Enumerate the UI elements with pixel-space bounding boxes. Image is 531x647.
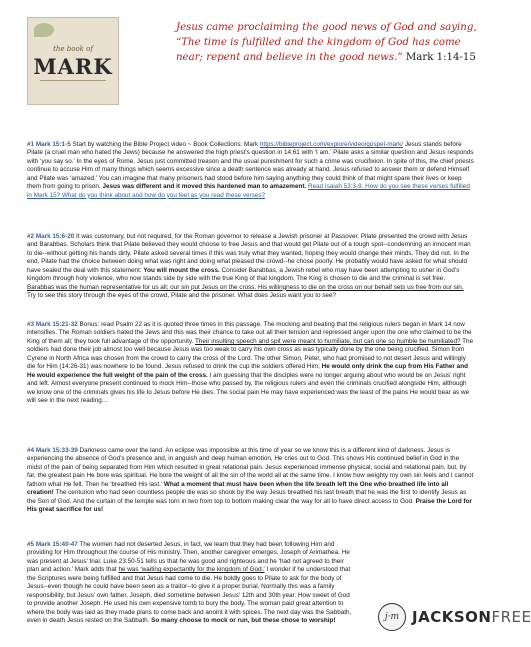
section-emphasis: What a moment that must have been when the life breath left the One who breathed life into all creation! bbox=[27, 480, 449, 497]
section-heading: #1 Mark 15:1-5 bbox=[27, 141, 71, 148]
reading-section-5 bbox=[27, 541, 354, 626]
reading-section-4 bbox=[27, 447, 474, 515]
brand-name-bold: JACKSON bbox=[412, 608, 492, 626]
section-text: The women had not deserted Jesus, in fact, we learn that they had been following Him and providing for Him throughout the course of His ministry. Then, another caregiver emerges, Joseph of Arimathea. He was present at Jesus’ trial. Luke 23:50-51 tells us that he was good and righteous and he ‘had not agreed to their plan and action.’ Mark adds that bbox=[27, 541, 350, 574]
section-text: Try to see this story through the eyes of the crowd, Pilate and the prisoner. What does Jesus want you to see? bbox=[27, 292, 337, 300]
section-heading: #3 Mark 15:21-32 bbox=[27, 321, 78, 328]
section-text: I wonder if he understood that the Scriptures were being fulfilled and that Jesus had come to die. He boldly goes to Pilate to ask for the body of Jesus--even though he could have been seen as a traitor--to give it a proper burial. Normally this was a family responsibility, but Jesus’ own father, Joseph, died sometime between Jesus’ 12th and 30th year. How sweet of God to provide another Joseph. He used his own expensive tomb to bury the body. The woman paid great attention to where the body was laid as they made plans to come back and anoint it with spices. The next day was the Sabbath, even in death Jesus rested on the Sabbath. bbox=[27, 566, 352, 625]
section-emphasis: He would only drink the cup from His Father and He would experience the full weight of the pain of the cross. bbox=[27, 363, 468, 379]
header-quote bbox=[176, 20, 486, 66]
reading-section-1 bbox=[27, 141, 474, 200]
book-of-mark-logo bbox=[27, 17, 119, 105]
section-emphasis: You will mount the cross. bbox=[143, 266, 220, 274]
brand-name-light: FREE bbox=[491, 608, 531, 626]
section-question: Read Isaiah 53:3-9. How do you see these verses fulfilled in Mark 15? What do you think about and how do you feel as you read these verses? bbox=[27, 183, 470, 199]
section-underline: Their insulting speech and spit were meant to humiliate, but can one so humble be humiliated? bbox=[194, 337, 461, 345]
section-text: I am guessing that the disciples were no longer arguing about who would be on Jesus’ right and left. Almost everyone present continued to mock Him--those who passed by, the religious rulers and even the criminals crucified alongside Him, although we know one of the criminals gives his life to Jesus before He dies. The social pain He may have experienced was the least of the pains He would bear as we will see in the next reading… bbox=[27, 371, 470, 405]
jackson-free-brand bbox=[378, 603, 531, 631]
bible-project-link[interactable]: https://bibleproject.com/explore/video/gospel-mark/ bbox=[259, 141, 404, 148]
section-emphasis: So many choose to mock or run, but these chose to worship! bbox=[151, 617, 336, 625]
section-text: Consider Barabbas, a Jewish rebel who may have been attempting to usher in God’s kingdom through holy violence, who now stands side by side with the true King of that kingdom. The King is chosen to die and the criminal is set free. bbox=[27, 266, 460, 283]
section-emphasis: Praise the Lord for His great sacrifice for us! bbox=[27, 497, 472, 514]
section-text: The centurion who had seen countless people die was so shook by the way Jesus breathed his last breath that he was the first to identify Jesus as the Son of God. And the curtain of the temple was torn in two from top to bottom making clear the way for all to have direct access to God. bbox=[27, 489, 467, 505]
section-text: Darkness came over the land. An eclipse was impossible at this time of year so we know this is a different kind of darkness. Jesus is experiencing the absence of God’s presence and, in anguish and deep human emotion, He cries out to God. This shows His continued belief in God in the midst of the pain of being separated from Him which resulted in great relational pain. Jesus experienced immense physical, social and relational pain, but, by far, the greatest pain He bore was spiritual. He bore the weight of all the sin of the world all at the same time. I know how weighty my own sin feels and I cannot fathom what He felt. Then he ‘breathed His last.’ bbox=[27, 447, 474, 488]
section-text: Start by watching the Bible Project video ~ Book Collections: Mark bbox=[70, 141, 260, 148]
section-emphasis: Jesus was different and it moved this hardened man to amazement. bbox=[102, 183, 307, 191]
section-text: It was customary, but not required, for the Roman governor to release a Jewish prisoner at Passover. Pilate presented the crowd with Jesus and Barabbas. Scholars think that Pilate believed they would choose to free Jesus and that would get Pilate out of a tough spot--condemning an innocent man to die--without getting his hands dirty. Pilate asked several times if this was truly what they wanted, hoping they would change their minds. They did not. In the end, Pilate had the choice between doing what was right and doing what pleased the crowd--he chose poorly. He probably would have asked for what should have sealed the deal with this statement: bbox=[27, 233, 471, 274]
quote-text: Jesus came proclaiming the good news of God and saying, “The time is fulfilled and the kingdom of God has come near; repent and believe in the good news.” bbox=[176, 22, 477, 64]
leaf-icon bbox=[34, 23, 54, 37]
section-text: The soldiers had done their job almost too well because Jesus was too weak to carry his own cross as was typically done by the one being crucified. Simon from Cyrene in North Africa was chosen from the crowd to carry the cross of the Lord. The other Simon, Peter, who had promised to not desert Jesus and willingly die for Him (14:26-31) was nowhere to be found. Jesus refused to drink the cup the soldiers offered Him; bbox=[27, 337, 474, 371]
reading-section-2 bbox=[27, 233, 474, 301]
quote-reference: Mark 1:14-15 bbox=[405, 52, 476, 64]
logo-title: MARK bbox=[33, 54, 113, 79]
brand-name bbox=[412, 608, 531, 626]
section-underline: Barabbas was the human representative for us all; our sin put Jesus on the cross. His willingness to die on the cross on our behalf sets us free from our sin. bbox=[27, 283, 464, 291]
section-text: Jesus stands before Pilate (a cruel man who hated the Jews) because he answered the high priest’s question in 14:61 with ‘I am.’ Pilate asks a similar question and Jesus responds with ‘you say so.’ In the eyes of Rome, Jesus just committed treason and the usual punishment for such a crime was crucifixion. In spite of this, the chief priests continue to accuse Him of many things which seems excessive since a death sentence was already at hand. Jesus refused to answer them or defend Himself and Pilate was ‘amazed.’ You can imagine that many prisoners had stood before him saying anything they could think of that might spare their lives or keep them from going to prison. bbox=[27, 141, 474, 191]
section-underline: he was ‘waiting expectantly for the kingdom of God.’ bbox=[118, 566, 265, 574]
reading-section-3 bbox=[27, 321, 474, 406]
section-heading: #2 Mark 15:6-20 bbox=[27, 233, 75, 240]
section-text: Bonus: read Psalm 22 as it is quoted three times in this passage. The mocking and beating that the religious rulers began in Mark 14 now intensifies. The Roman soldiers hated the Jews and this was their chance to take out all their tension and repressed anger upon the one who claimed to be the King of them all; they took full advantage of the opportunity. bbox=[27, 321, 472, 345]
logo-divider bbox=[40, 80, 106, 81]
section-heading: #5 Mark 15:40-47 bbox=[27, 541, 78, 548]
brand-seal-icon: j·m bbox=[378, 603, 406, 631]
logo-subtitle: the book of bbox=[53, 45, 93, 53]
section-heading: #4 Mark 15:33-39 bbox=[27, 447, 78, 454]
